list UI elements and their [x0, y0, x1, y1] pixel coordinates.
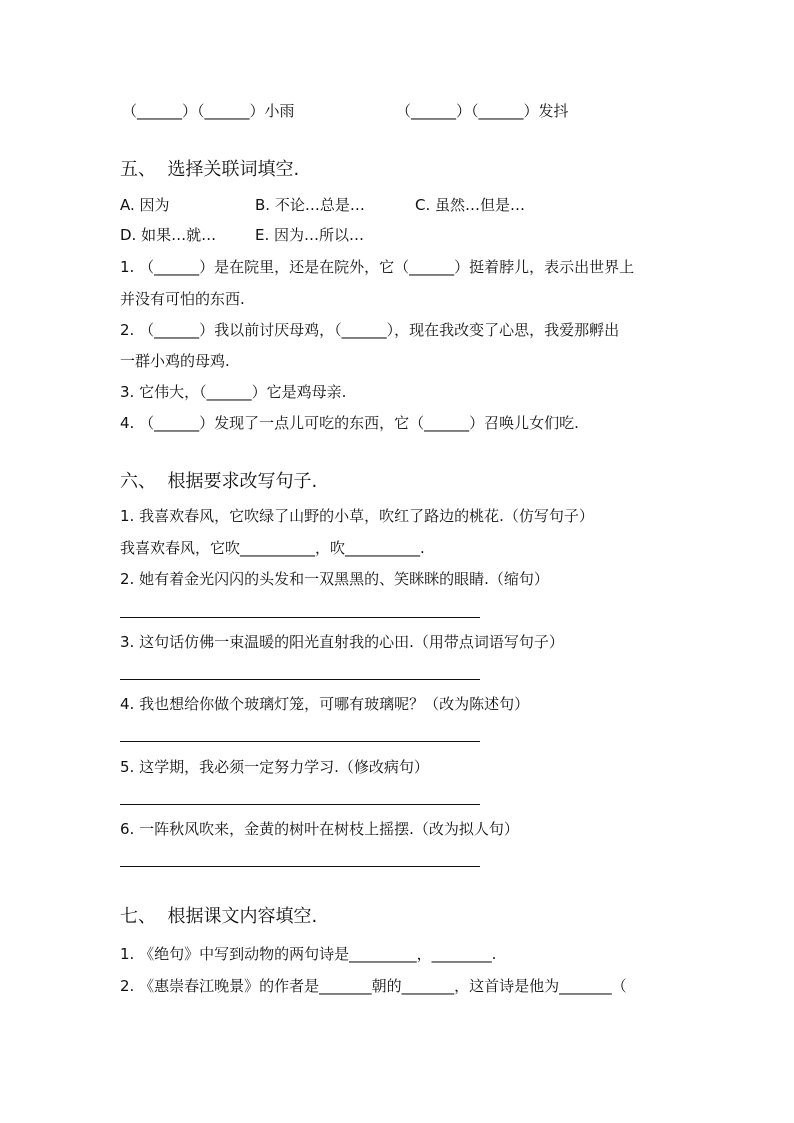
top-row-left-blanks: （______）（______）小雨: [122, 102, 295, 120]
section-5-heading: 五、 选择关联词填空.: [120, 159, 300, 180]
option-b: B. 不论…总是…: [255, 196, 365, 214]
section-7-heading: 七、 根据课文内容填空.: [120, 906, 318, 927]
section-5-question-1-line-2: 并没有可怕的东西.: [120, 290, 245, 308]
section-5-question-3: 3. 它伟大，（______）它是鸡母亲.: [120, 383, 347, 401]
section-6-question-2: 2. 她有着金光闪闪的头发和一双黑黑的、笑眯眯的眼睛.（缩句）: [120, 570, 549, 588]
section-6-heading: 六、 根据要求改写句子.: [120, 471, 318, 492]
section-5-question-1-line-1: 1. （______）是在院里，还是在院外，它（______）挺着脖儿，表示出世界上: [120, 258, 635, 276]
section-6-question-6: 6. 一阵秋风吹来，金黄的树叶在树枝上摇摆.（改为拟人句）: [120, 820, 519, 838]
section-7-question-1: 1. 《绝句》中写到动物的两句诗是_________，________.: [120, 945, 497, 963]
section-6-question-5: 5. 这学期，我必须一定努力学习.（修改病句）: [120, 758, 429, 776]
section-6-question-1-answer: 我喜欢春风，它吹__________，吹__________.: [120, 539, 425, 557]
section-7-question-2: 2. 《惠崇春江晚景》的作者是_______朝的_______，这首诗是他为_______（: [120, 977, 627, 995]
section-6-question-1: 1. 我喜欢春风，它吹绿了山野的小草，吹红了路边的桃花.（仿写句子）: [120, 507, 594, 525]
option-c: C. 虽然…但是…: [415, 196, 526, 214]
answer-line: [120, 741, 480, 742]
option-e: E. 因为…所以…: [255, 226, 365, 244]
section-6-question-3: 3. 这句话仿佛一束温暖的阳光直射我的心田.（用带点词语写句子）: [120, 633, 564, 651]
section-5-question-4: 4. （______）发现了一点儿可吃的东西，它（______）召唤儿女们吃.: [120, 414, 579, 432]
section-5-question-2-line-2: 一群小鸡的母鸡.: [120, 352, 230, 370]
top-row-right-blanks: （______）（______）发抖: [396, 102, 569, 120]
answer-line: [120, 679, 480, 680]
option-a: A. 因为: [120, 196, 170, 214]
section-5-question-2-line-1: 2. （______）我以前讨厌母鸡，（______），现在我改变了心思，我爱那孵出: [120, 321, 620, 339]
answer-line: [120, 617, 480, 618]
section-6-question-4: 4. 我也想给你做个玻璃灯笼，可哪有玻璃呢？（改为陈述句）: [120, 695, 530, 713]
answer-line: [120, 804, 480, 805]
option-d: D. 如果…就…: [120, 226, 217, 244]
answer-line: [120, 866, 480, 867]
